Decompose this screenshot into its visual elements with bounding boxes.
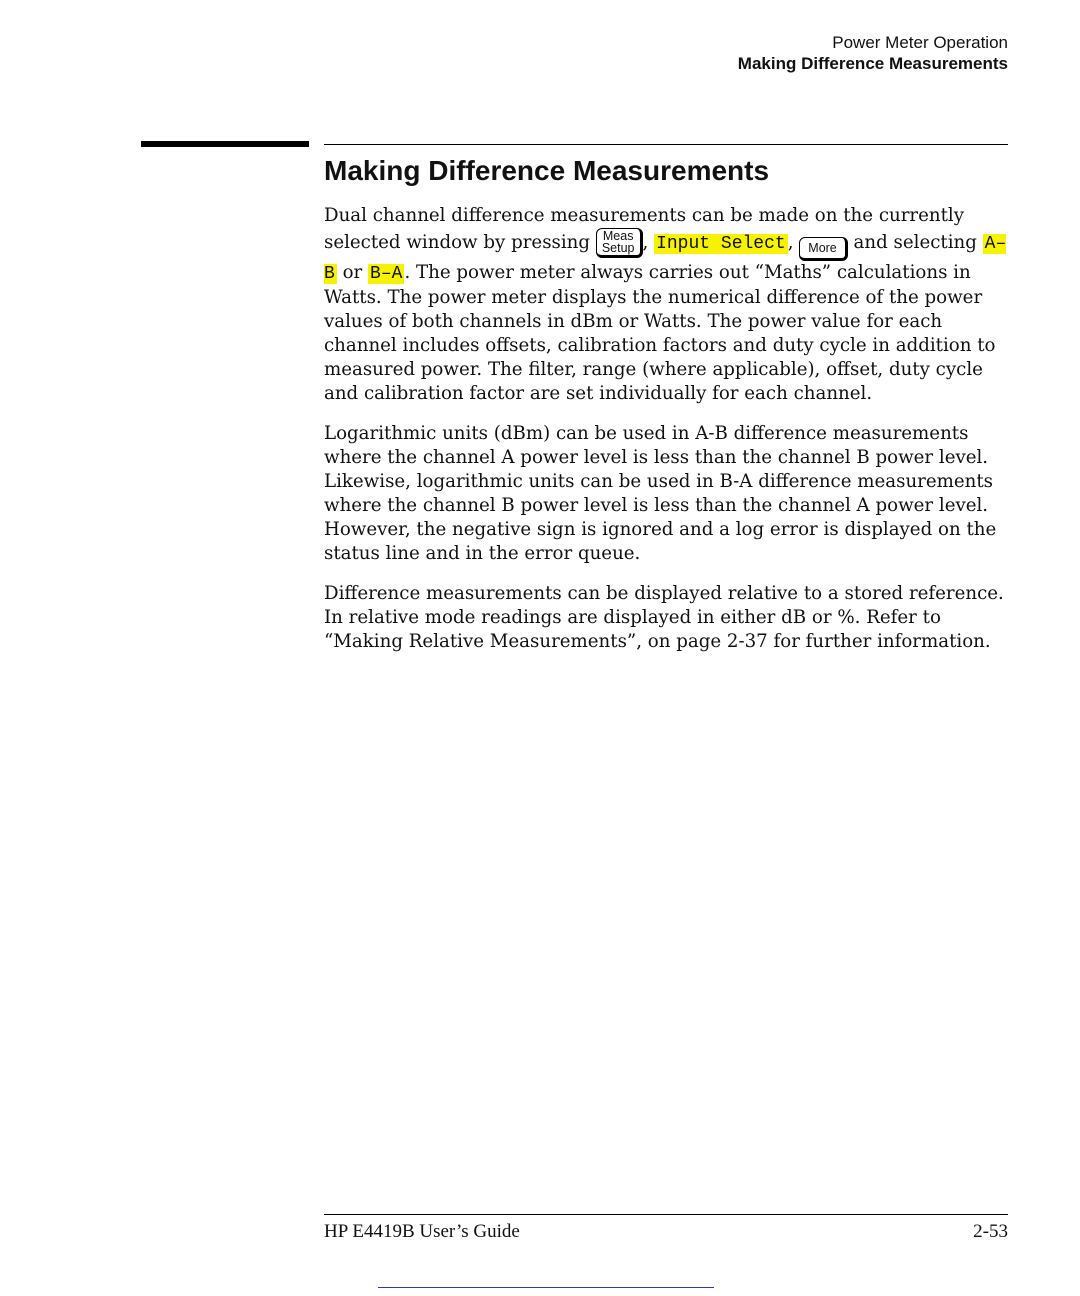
b-minus-a-softkey: B–A [370,264,403,284]
p1-text-3: or [336,262,369,283]
p1-sep-2: , [787,232,800,253]
footer-page-number: 2-53 [973,1221,1008,1242]
meas-setup-key-line1: Meas [602,229,634,243]
more-key-label: More [808,241,837,255]
p1-text-2: and selecting [847,232,983,253]
paragraph-2: Logarithmic units (dBm) can be used in A-B difference measurements where the channel A power level is less than the channel B power level. Likewise, logarithmic units can be used in B-A difference measurements where the channel B power level is less than the channel A power level. However, the negative sign is ignored and a log error is displayed on the status line and in the error queue. [324,423,997,564]
running-header-section: Power Meter Operation [832,33,1008,52]
paragraph-3: Difference measurements can be displayed relative to a stored reference. In relative mode readings are displayed in either dB or %. Refer to “Making Relative Measurements”, on page 2-37 for further information. [324,583,1004,652]
p1-text-4: . The power meter always carries out “Maths” calculations in Watts. The power meter displays the numerical difference of the power values of both channels in dBm or Watts. The power value for each channel includes offsets, calibration factors and duty cycle in addition to measured power. The filter, range (where applicable), offset, duty cycle and calibration factor are set individually for each channel. [324,262,996,404]
more-key-icon [799,237,847,261]
a-minus-b-softkey: A–B [324,234,1007,284]
input-select-softkey: Input Select [656,234,786,254]
running-header-subsection: Making Difference Measurements [737,54,1008,73]
section-rule-thin [324,144,1008,145]
body-text [324,204,1008,670]
page-title: Making Difference Measurements [324,155,770,186]
footer-guide-title: HP E4419B User’s Guide [324,1221,520,1242]
bottom-link-underline[interactable] [378,1287,714,1288]
running-header [738,32,1008,74]
p1-sep-1: , [642,232,655,253]
footer-rule [324,1214,1008,1215]
meas-setup-key-icon [596,228,643,258]
meas-setup-key-line2: Setup [601,241,635,255]
section-rule-thick [141,141,309,147]
p1-text-1: Dual channel difference measurements can be made on the currently selected window by pressing [324,205,964,253]
paragraph-1 [324,204,1008,406]
